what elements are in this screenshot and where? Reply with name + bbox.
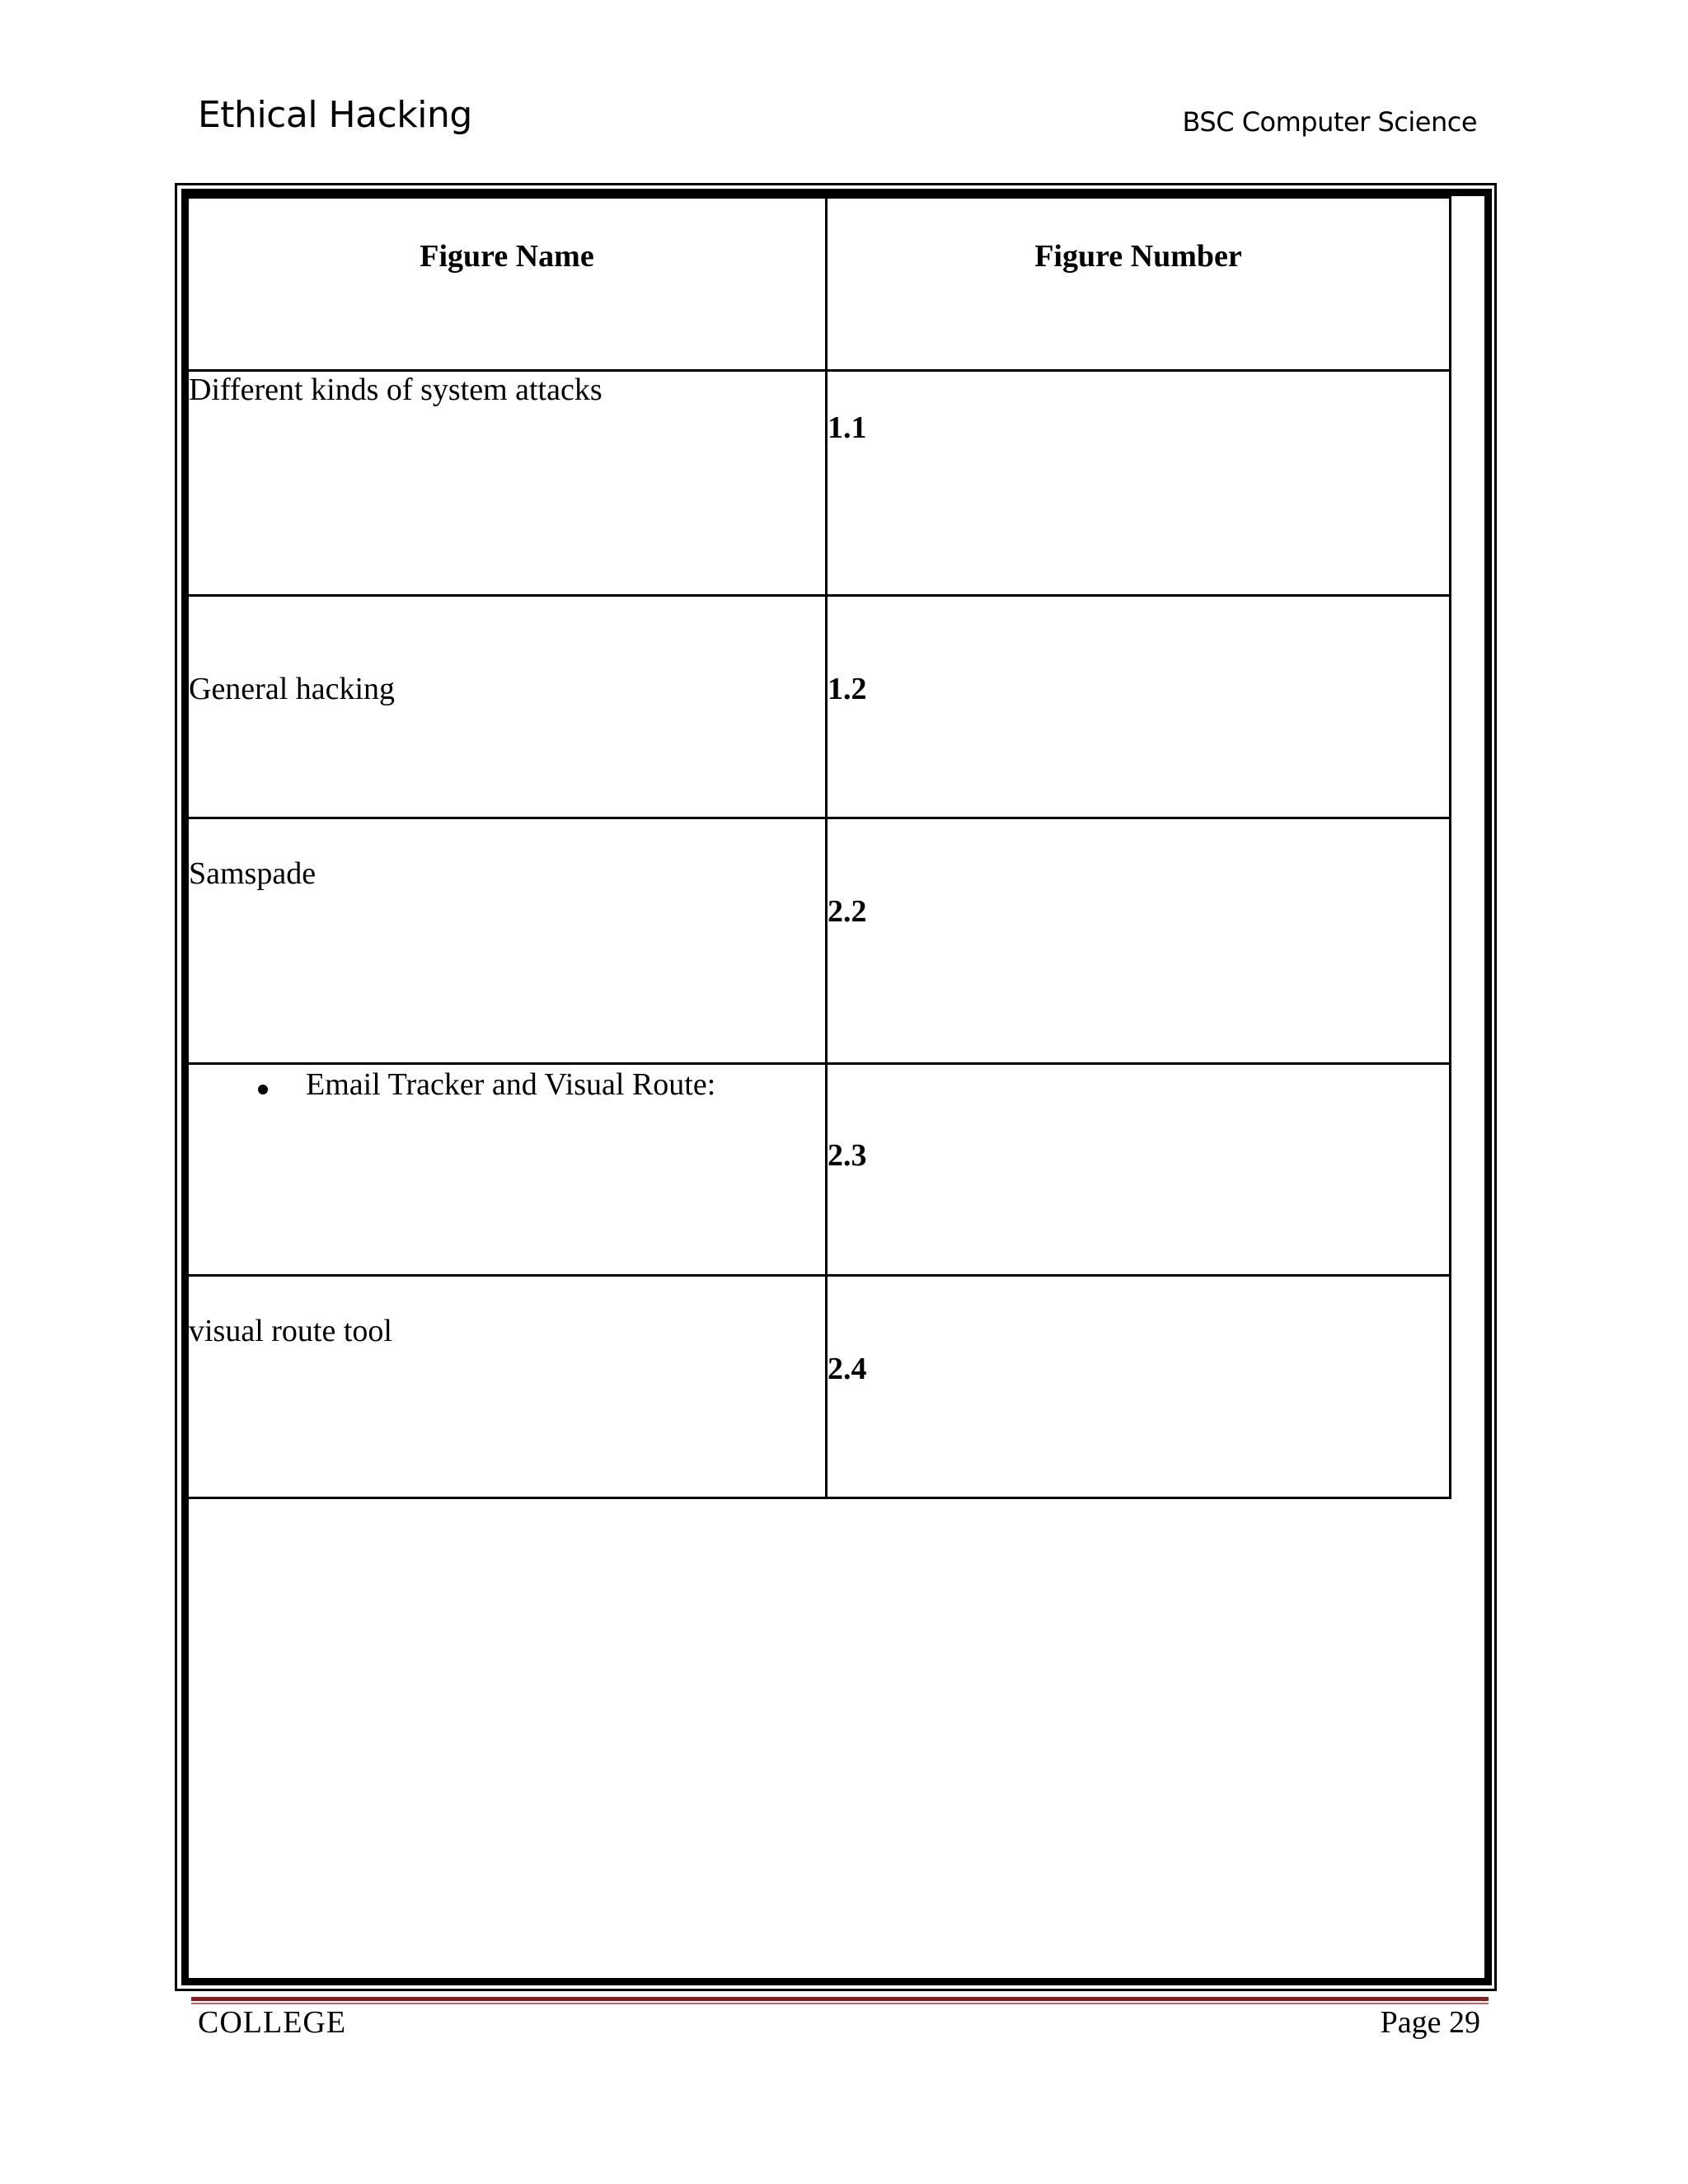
table-row [188,371,1451,596]
figure-number: 2.4 [828,1352,867,1386]
figure-number-cell [827,818,1451,1064]
figure-name: General hacking [189,672,396,706]
table-row [188,1276,1451,1498]
table-row [188,596,1451,818]
figure-number: 2.2 [828,894,867,929]
figure-name: Email Tracker and Visual Route: [306,1067,716,1102]
figure-list-table [186,196,1451,1499]
header-figure-name: Figure Name [188,198,827,371]
footer-institution: COLLEGE [198,2005,347,2040]
figure-name: Samspade [189,856,316,891]
figure-number: 1.2 [828,672,867,706]
figure-name-cell [188,596,827,818]
figure-name-cell [188,371,827,596]
table-row [188,1064,1451,1276]
figure-number-cell [827,596,1451,818]
page-number: Page 29 [1380,2005,1480,2040]
figure-number: 1.1 [828,410,867,445]
figure-number-cell [827,1064,1451,1276]
figure-name: visual route tool [189,1314,392,1348]
figure-number-cell [827,371,1451,596]
figure-name-cell [188,1064,827,1276]
figure-name-cell [188,1276,827,1498]
bullet-item [189,1066,825,1103]
figure-name-cell [188,818,827,1064]
running-header-course: BSC Computer Science [1182,106,1477,138]
footer-rule-secondary [191,2003,1489,2004]
figure-number-cell [827,1276,1451,1498]
bullet-icon [258,1085,268,1094]
footer-rule [191,1997,1489,2001]
running-header-title: Ethical Hacking [198,94,472,136]
header-figure-number: Figure Number [827,198,1451,371]
table-row [188,818,1451,1064]
figure-number: 2.3 [828,1138,867,1173]
table-header-row [188,198,1451,371]
figure-name: Different kinds of system attacks [189,373,603,407]
